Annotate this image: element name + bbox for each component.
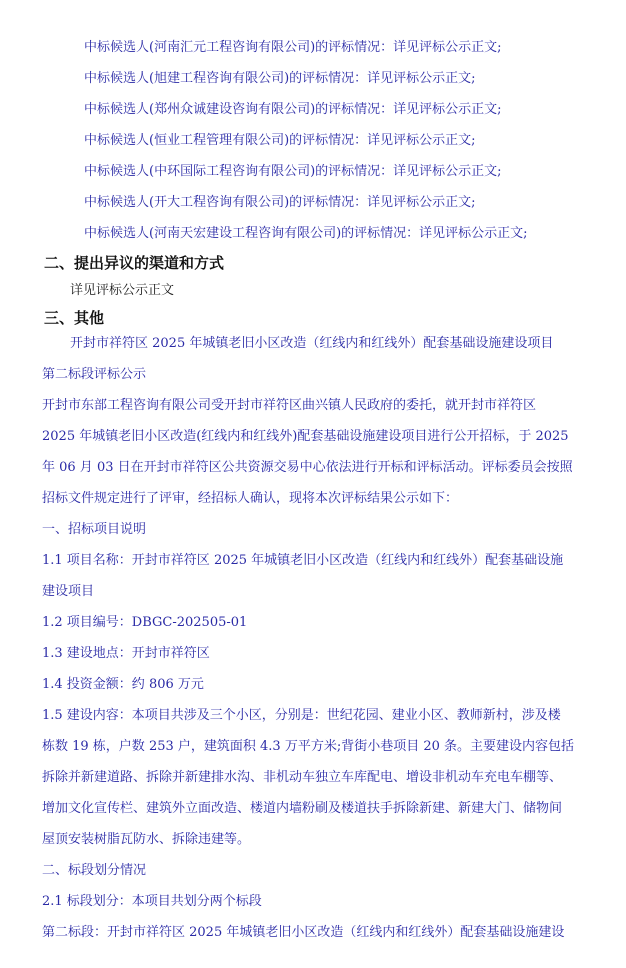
- candidate-line: 中标候选人(开大工程咨询有限公司)的评标情况：详见评标公示正文;: [84, 195, 476, 210]
- construction-content-line: 拆除并新建道路、拆除并新建排水沟、非机动车独立车库配电、增设非机动车充电车棚等、: [42, 770, 563, 785]
- location-line: 1.3 建设地点：开封市祥符区: [42, 646, 210, 661]
- candidate-line: 中标候选人(河南天宏建设工程咨询有限公司)的评标情况：详见评标公示正文;: [84, 226, 528, 241]
- project-name-line: 建设项目: [42, 584, 95, 599]
- intro-paragraph-line: 招标文件规定进行了评审，经招标人确认，现将本次评标结果公示如下：: [42, 491, 459, 506]
- candidate-line: 中标候选人(旭建工程咨询有限公司)的评标情况：详见评标公示正文;: [84, 71, 476, 86]
- project-name-line: 1.1 项目名称：开封市祥符区 2025 年城镇老旧小区改造（红线内和红线外）配套基础设施: [42, 553, 564, 568]
- construction-content-line: 栋数 19 栋，户数 253 户，建筑面积 4.3 万平方米;背街小巷项目 20 条。主要建设内容包括: [42, 739, 575, 754]
- construction-content-line: 增加文化宣传栏、建筑外立面改造、楼道内墙粉刷及楼道扶手拆除新建、新建大门、储物间: [42, 801, 563, 816]
- lot-two-line: 第二标段：开封市祥符区 2025 年城镇老旧小区改造（红线内和红线外）配套基础设施建设: [42, 925, 565, 940]
- candidate-line: 中标候选人(恒业工程管理有限公司)的评标情况：详见评标公示正文;: [84, 133, 476, 148]
- investment-line: 1.4 投资金额：约 806 万元: [42, 677, 204, 692]
- construction-content-line: 1.5 建设内容：本项目共涉及三个小区，分别是：世纪花园、建业小区、教师新村，涉及楼: [42, 708, 561, 723]
- intro-paragraph-line: 开封市东部工程咨询有限公司受开封市祥符区曲兴镇人民政府的委托，就开封市祥符区: [42, 398, 537, 413]
- intro-paragraph-line: 2025 年城镇老旧小区改造(红线内和红线外)配套基础设施建设项目进行公开招标，于 2025: [42, 429, 569, 444]
- project-title-line: 开封市祥符区 2025 年城镇老旧小区改造（红线内和红线外）配套基础设施建设项目: [70, 336, 554, 351]
- subsection-heading: 二、标段划分情况: [42, 863, 147, 878]
- construction-content-line: 屋顶安装树脂瓦防水、拆除违建等。: [42, 832, 251, 847]
- candidate-line: 中标候选人(郑州众诚建设咨询有限公司)的评标情况：详见评标公示正文;: [84, 102, 502, 117]
- subsection-heading: 一、招标项目说明: [42, 522, 147, 537]
- intro-paragraph-line: 年 06 月 03 日在开封市祥符区公共资源交易中心依法进行开标和评标活动。评标委员会按照: [42, 460, 573, 475]
- section-heading-objection: 二、提出异议的渠道和方式: [44, 254, 225, 272]
- project-title-line: 第二标段评标公示: [42, 367, 147, 382]
- project-number-line: 1.2 项目编号：DBGC-202505-01: [42, 615, 248, 630]
- section-heading-other: 三、其他: [44, 309, 105, 327]
- objection-text: 详见评标公示正文: [70, 283, 175, 298]
- candidate-line: 中标候选人(河南汇元工程咨询有限公司)的评标情况：详见评标公示正文;: [84, 40, 502, 55]
- candidate-line: 中标候选人(中环国际工程咨询有限公司)的评标情况：详见评标公示正文;: [84, 164, 502, 179]
- lot-division-line: 2.1 标段划分：本项目共划分两个标段: [42, 894, 262, 909]
